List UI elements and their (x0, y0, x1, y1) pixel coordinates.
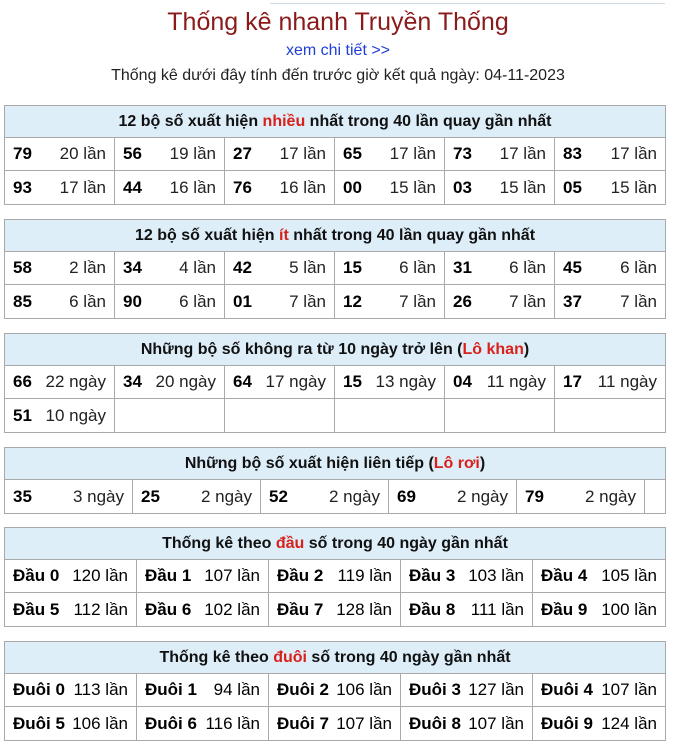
empty-cell (645, 480, 667, 513)
number-value: 01 (233, 291, 252, 311)
least-frequent-grid (5, 252, 665, 318)
number-value: 34 (123, 372, 142, 391)
most-frequent-grid (5, 138, 665, 204)
detail-link[interactable]: xem chi tiết >> (285, 42, 391, 59)
number-value: 83 (563, 144, 582, 163)
lo-roi-grid (5, 480, 665, 513)
stat-cell (335, 171, 445, 204)
digit-label: Đầu 8 (409, 599, 456, 619)
stat-cell (555, 285, 665, 318)
page-title: Thống kê nhanh Truyền Thống (167, 8, 509, 36)
stat-cell (5, 171, 115, 204)
count-value: 107 lần (601, 680, 657, 699)
count-value: 3 ngày (72, 486, 124, 506)
number-value: 66 (13, 372, 32, 391)
count-value: 6 lần (179, 291, 216, 311)
count-value: 2 lần (69, 258, 106, 277)
stat-cell (445, 138, 555, 171)
count-value: 107 lần (204, 566, 260, 585)
number-value: 45 (563, 258, 582, 277)
number-value: 64 (233, 372, 252, 391)
number-value: 85 (13, 291, 32, 311)
number-value: 37 (563, 291, 582, 311)
lo-roi-section (4, 447, 666, 514)
number-value: 12 (343, 291, 362, 311)
digit-label: Đầu 1 (145, 566, 192, 585)
stat-cell (269, 707, 401, 740)
digit-label: Đuôi 8 (409, 713, 461, 733)
count-value: 2 ngày (584, 486, 636, 506)
count-value: 15 lần (389, 177, 436, 197)
number-value: 35 (13, 486, 32, 506)
digit-label: Đuôi 9 (541, 713, 593, 733)
digit-label: Đuôi 2 (277, 680, 329, 699)
stat-cell (137, 560, 269, 593)
digit-label: Đuôi 4 (541, 680, 593, 699)
digit-label: Đuôi 3 (409, 680, 461, 699)
count-value: 6 lần (69, 291, 106, 311)
stat-cell (533, 674, 665, 707)
count-value: 127 lần (468, 680, 524, 699)
stat-cell (5, 366, 115, 399)
count-value: 116 lần (205, 713, 260, 733)
stat-cell (137, 707, 269, 740)
number-value: 76 (233, 177, 252, 197)
stat-cell (335, 252, 445, 285)
count-value: 2 ngày (328, 486, 380, 506)
stat-cell (225, 171, 335, 204)
stat-cell (533, 593, 665, 626)
stat-cell (533, 707, 665, 740)
duoi-stats-grid (5, 674, 665, 740)
count-value: 106 lần (72, 713, 128, 733)
stat-cell (5, 399, 115, 432)
count-value: 2 ngày (456, 486, 508, 506)
stat-cell (115, 138, 225, 171)
top-divider (270, 3, 665, 4)
stat-cell (445, 171, 555, 204)
number-value: 34 (123, 258, 142, 277)
digit-label: Đuôi 5 (13, 713, 65, 733)
stat-cell (445, 366, 555, 399)
stat-cell (5, 285, 115, 318)
count-value: 2 ngày (200, 486, 252, 506)
stat-cell (115, 285, 225, 318)
number-value: 73 (453, 144, 472, 163)
least-frequent-section (4, 219, 666, 319)
count-value: 105 lần (601, 566, 657, 585)
dau-stats-grid (5, 560, 665, 626)
count-value: 13 ngày (375, 372, 436, 391)
page-subtitle: Thống kê dưới đây tính đến trước giờ kết quả ngày: 04-11-2023 (111, 67, 565, 84)
count-value: 20 ngày (155, 372, 216, 391)
digit-label: Đầu 2 (277, 566, 324, 585)
count-value: 102 lần (204, 599, 260, 619)
lo-khan-section (4, 333, 666, 433)
stat-cell (445, 252, 555, 285)
most-frequent-section (4, 105, 666, 205)
stat-cell (555, 171, 665, 204)
count-value: 107 lần (336, 713, 392, 733)
dau-stats-section (4, 527, 666, 627)
stat-cell (269, 560, 401, 593)
count-value: 20 lần (59, 144, 106, 163)
count-value: 16 lần (279, 177, 326, 197)
digit-label: Đầu 6 (145, 599, 192, 619)
stat-cell (115, 171, 225, 204)
number-value: 26 (453, 291, 472, 311)
count-value: 7 lần (509, 291, 546, 311)
count-value: 7 lần (289, 291, 326, 311)
stat-cell (401, 674, 533, 707)
number-value: 56 (123, 144, 142, 163)
stat-cell (389, 480, 517, 513)
stat-cell (445, 285, 555, 318)
section-title: Thống kê theo đuôi số trong 40 ngày gần nhất (5, 642, 665, 674)
count-value: 15 lần (610, 177, 657, 197)
count-value: 120 lần (72, 566, 128, 585)
stat-cell (401, 707, 533, 740)
count-value: 6 lần (399, 258, 436, 277)
stat-cell (5, 707, 137, 740)
empty-cell (335, 399, 445, 432)
number-value: 42 (233, 258, 252, 277)
stat-cell (137, 593, 269, 626)
number-value: 03 (453, 177, 472, 197)
count-value: 94 lần (213, 680, 260, 699)
count-value: 112 lần (73, 599, 128, 619)
stat-cell (261, 480, 389, 513)
empty-cell (445, 399, 555, 432)
digit-label: Đầu 3 (409, 566, 456, 585)
stat-cell (269, 674, 401, 707)
count-value: 113 lần (73, 680, 128, 699)
count-value: 5 lần (289, 258, 326, 277)
count-value: 17 lần (610, 144, 657, 163)
stat-cell (269, 593, 401, 626)
number-value: 69 (397, 486, 416, 506)
section-title: 12 bộ số xuất hiện ít nhất trong 40 lần quay gần nhất (5, 220, 665, 252)
stat-cell (533, 560, 665, 593)
stat-cell (5, 674, 137, 707)
digit-label: Đuôi 1 (145, 680, 197, 699)
count-value: 17 lần (389, 144, 436, 163)
count-value: 10 ngày (45, 405, 106, 425)
count-value: 19 lần (169, 144, 216, 163)
count-value: 119 lần (337, 566, 392, 585)
count-value: 124 lần (601, 713, 657, 733)
digit-label: Đầu 0 (13, 566, 60, 585)
number-value: 17 (563, 372, 582, 391)
stat-cell (225, 252, 335, 285)
count-value: 17 lần (59, 177, 106, 197)
section-title: Thống kê theo đầu số trong 40 ngày gần nhất (5, 528, 665, 560)
count-value: 106 lần (336, 680, 392, 699)
duoi-stats-section (4, 641, 666, 741)
section-title: Những bộ số không ra từ 10 ngày trở lên (Lô khan) (5, 334, 665, 366)
stat-cell (401, 560, 533, 593)
stat-cell (555, 252, 665, 285)
count-value: 111 lần (470, 599, 524, 619)
number-value: 79 (525, 486, 544, 506)
number-value: 58 (13, 258, 32, 277)
section-title: 12 bộ số xuất hiện nhiều nhất trong 40 lần quay gần nhất (5, 106, 665, 138)
stat-cell (5, 560, 137, 593)
number-value: 31 (453, 258, 472, 277)
stat-cell (335, 138, 445, 171)
stat-cell (335, 366, 445, 399)
number-value: 15 (343, 258, 362, 277)
count-value: 17 lần (279, 144, 326, 163)
count-value: 4 lần (179, 258, 216, 277)
number-value: 25 (141, 486, 160, 506)
count-value: 6 lần (509, 258, 546, 277)
digit-label: Đầu 4 (541, 566, 588, 585)
number-value: 79 (13, 144, 32, 163)
section-title: Những bộ số xuất hiện liên tiếp (Lô rơi) (5, 448, 665, 480)
number-value: 90 (123, 291, 142, 311)
count-value: 107 lần (468, 713, 524, 733)
stat-cell (555, 138, 665, 171)
stat-cell (517, 480, 645, 513)
count-value: 7 lần (399, 291, 436, 311)
number-value: 65 (343, 144, 362, 163)
stat-cell (5, 252, 115, 285)
count-value: 11 ngày (597, 372, 657, 391)
number-value: 93 (13, 177, 32, 197)
digit-label: Đuôi 0 (13, 680, 65, 699)
count-value: 16 lần (169, 177, 216, 197)
stat-cell (225, 138, 335, 171)
stat-cell (115, 366, 225, 399)
stat-cell (5, 593, 137, 626)
count-value: 7 lần (620, 291, 657, 311)
stat-cell (225, 285, 335, 318)
empty-cell (555, 399, 665, 432)
count-value: 17 ngày (265, 372, 326, 391)
number-value: 04 (453, 372, 472, 391)
count-value: 128 lần (336, 599, 392, 619)
digit-label: Đầu 5 (13, 599, 60, 619)
count-value: 15 lần (499, 177, 546, 197)
number-value: 00 (343, 177, 362, 197)
stat-cell (555, 366, 665, 399)
empty-cell (115, 399, 225, 432)
count-value: 6 lần (620, 258, 657, 277)
number-value: 44 (123, 177, 142, 197)
digit-label: Đầu 7 (277, 599, 324, 619)
number-value: 15 (343, 372, 362, 391)
count-value: 103 lần (468, 566, 524, 585)
number-value: 27 (233, 144, 252, 163)
count-value: 100 lần (601, 599, 657, 619)
stat-cell (401, 593, 533, 626)
count-value: 11 ngày (486, 372, 546, 391)
stat-cell (225, 366, 335, 399)
digit-label: Đuôi 7 (277, 713, 329, 733)
stat-cell (5, 138, 115, 171)
stat-cell (137, 674, 269, 707)
stat-cell (115, 252, 225, 285)
digit-label: Đuôi 6 (145, 713, 197, 733)
stat-cell (5, 480, 133, 513)
count-value: 22 ngày (45, 372, 106, 391)
number-value: 51 (13, 405, 32, 425)
stat-cell (335, 285, 445, 318)
number-value: 05 (563, 177, 582, 197)
page-header (0, 0, 676, 87)
number-value: 52 (269, 486, 288, 506)
count-value: 17 lần (499, 144, 546, 163)
digit-label: Đầu 9 (541, 599, 588, 619)
empty-cell (225, 399, 335, 432)
stat-cell (133, 480, 261, 513)
lo-khan-grid (5, 366, 665, 432)
